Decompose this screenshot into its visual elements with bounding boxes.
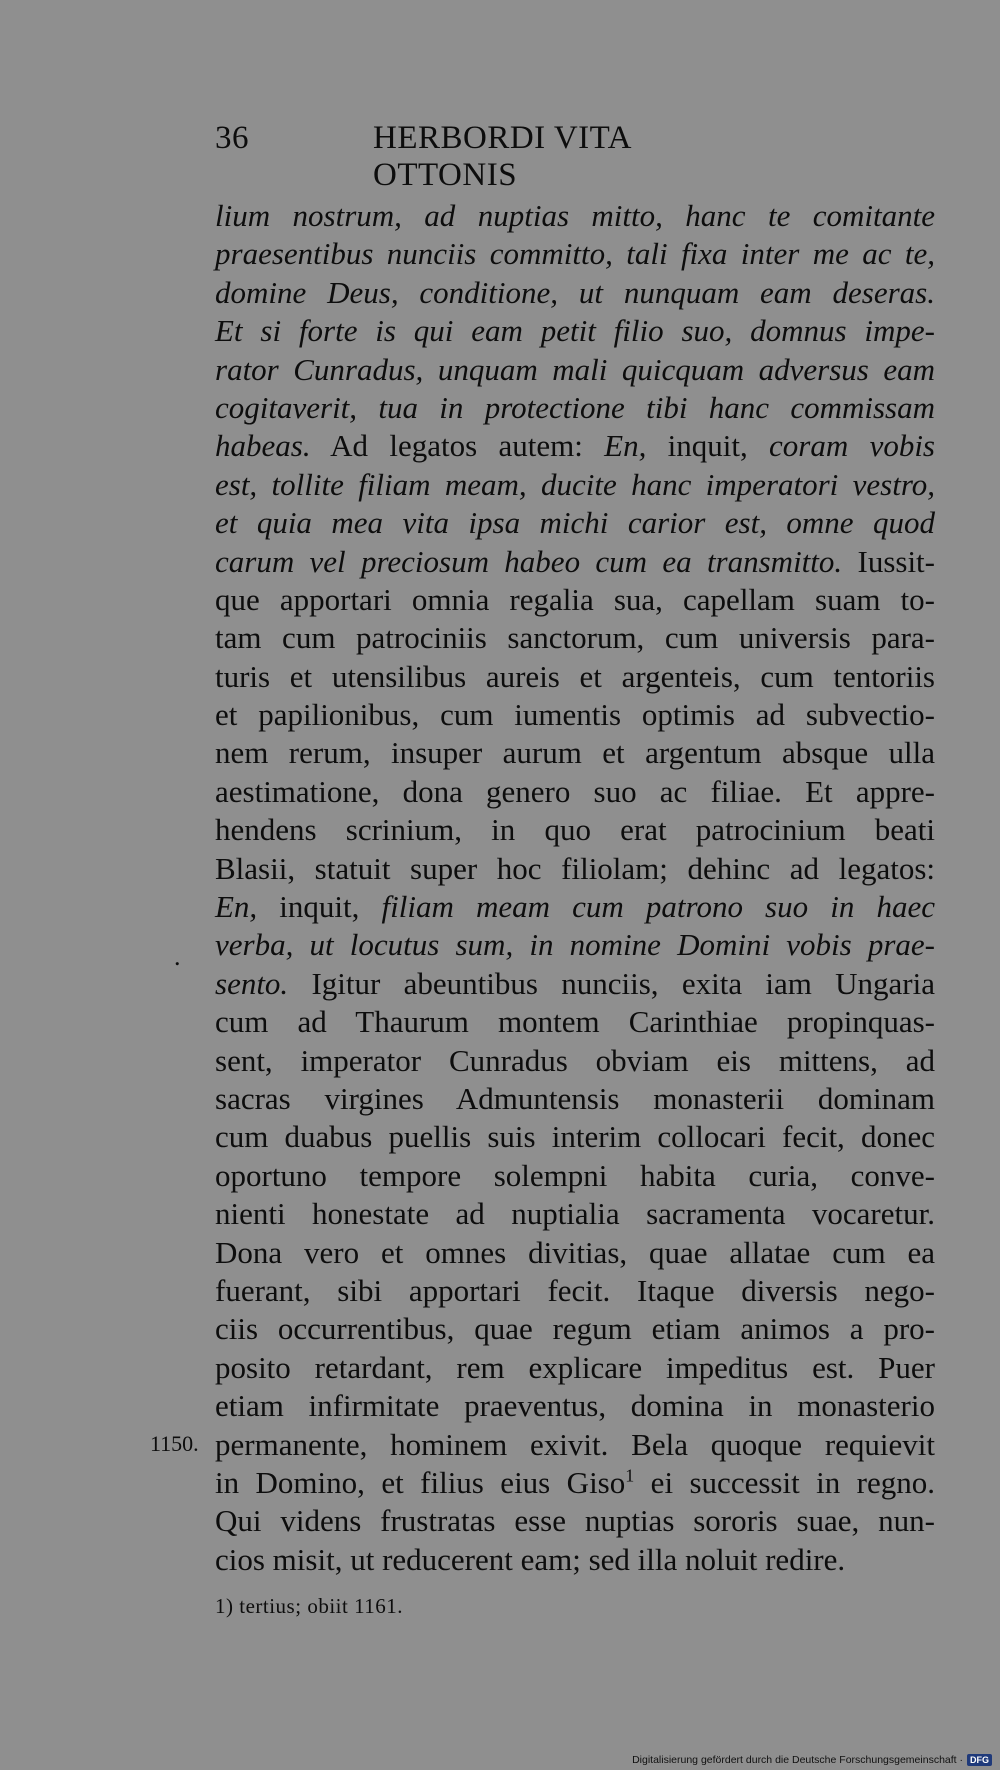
- running-title: HERBORDI VITA OTTONIS: [373, 120, 631, 193]
- footnote-ref: 1: [625, 1465, 635, 1486]
- text-line: [215, 197, 935, 235]
- text-segment: ciis occurrentibus, quae regum etiam animos a pro-: [215, 1311, 935, 1347]
- text-segment: posito retardant, rem explicare impeditus est. Puer: [215, 1349, 935, 1385]
- text-segment: coram vobis: [769, 428, 935, 464]
- body-text: [215, 197, 935, 1579]
- text-segment: Et si forte is qui eam petit filio suo, domnus impe-: [215, 313, 935, 349]
- text-line: [215, 811, 935, 849]
- text-segment: Qui videns frustratas esse nuptias sororis suae, nun-: [215, 1503, 935, 1539]
- text-segment: En,: [604, 428, 647, 464]
- text-line: [215, 312, 935, 350]
- text-line: [215, 427, 935, 465]
- text-line: [215, 1426, 935, 1464]
- text-line: [215, 1464, 935, 1502]
- text-segment: inquit,: [646, 428, 770, 464]
- text-line: [215, 351, 935, 389]
- text-segment: inquit,: [257, 889, 382, 925]
- text-line: [215, 504, 935, 542]
- text-line: [215, 1272, 935, 1310]
- text-segment: rator Cunradus, unquam mali quicquam adversus eam: [215, 351, 935, 387]
- dfg-logo: DFG: [967, 1754, 992, 1766]
- text-line: [215, 1310, 935, 1348]
- text-line: [215, 1541, 935, 1579]
- text-segment: habeas.: [215, 428, 311, 464]
- text-line: [215, 888, 935, 926]
- text-line: [215, 1003, 935, 1041]
- text-segment: Dona vero et omnes divitias, quae allatae cum ea: [215, 1234, 935, 1270]
- text-segment: carum vel preciosum habeo cum ea transmitto.: [215, 543, 843, 579]
- text-line: [215, 1195, 935, 1233]
- text-segment: domine Deus, conditione, ut nunquam eam deseras.: [215, 274, 935, 310]
- text-segment: est, tollite filiam meam, ducite hanc imperatori vestro,: [215, 466, 935, 502]
- text-line: [215, 235, 935, 273]
- text-line: [215, 773, 935, 811]
- text-segment: in Domino, et filius eius Giso: [215, 1464, 626, 1500]
- text-line: [215, 1080, 935, 1118]
- text-segment: nem rerum, insuper aurum et argentum absque ulla: [215, 735, 935, 771]
- text-segment: fuerant, sibi apportari fecit. Itaque diversis nego-: [215, 1272, 935, 1308]
- text-line: [215, 1042, 935, 1080]
- text-segment: hendens scrinium, in quo erat patrocinium beati: [215, 812, 935, 848]
- text-segment: Igitur abeuntibus nunciis, exita iam Ungaria: [288, 965, 935, 1001]
- text-line: [215, 581, 935, 619]
- text-segment: Ad legatos autem:: [310, 428, 605, 464]
- text-segment: turis et utensilibus aureis et argenteis, cum tentoriis: [215, 658, 935, 694]
- text-segment: et quia mea vita ipsa michi carior est, omne quod: [215, 505, 935, 541]
- text-segment: Blasii, statuit super hoc filiolam; dehinc ad legatos:: [215, 850, 935, 886]
- page-header: [215, 110, 780, 193]
- text-line: [215, 1349, 935, 1387]
- text-line: [215, 619, 935, 657]
- text-segment: cios misit, ut reducerent eam; sed illa noluit redire.: [215, 1541, 846, 1577]
- page-number: 36: [215, 120, 249, 156]
- text-line: [215, 1157, 935, 1195]
- text-line: [215, 1387, 935, 1425]
- text-segment: Iussit-: [842, 543, 935, 579]
- text-line: [215, 965, 935, 1003]
- text-segment: que apportari omnia regalia sua, capellam suam to-: [215, 581, 935, 617]
- text-segment: aestimatione, dona genero suo ac filiae. Et appre-: [215, 773, 935, 809]
- text-line: [215, 1234, 935, 1272]
- text-segment: nienti honestate ad nuptialia sacramenta vocaretur.: [215, 1196, 935, 1232]
- text-segment: oportuno tempore solempni habita curia, conve-: [215, 1157, 935, 1193]
- margin-dot: .: [174, 942, 181, 971]
- text-line: [215, 274, 935, 312]
- text-segment: ei successit in regno.: [634, 1464, 935, 1500]
- text-segment: verba, ut locutus sum, in nomine Domini vobis prae-: [215, 927, 935, 963]
- text-segment: etiam infirmitate praeventus, domina in monasterio: [215, 1388, 935, 1424]
- text-line: [215, 696, 935, 734]
- text-segment: cogitaverit, tua in protectione tibi hanc commissam: [215, 389, 935, 425]
- digitization-credit: [632, 1754, 992, 1766]
- text-segment: cum duabus puellis suis interim collocari fecit, donec: [215, 1119, 935, 1155]
- text-segment: tam cum patrociniis sanctorum, cum universis para-: [215, 620, 935, 656]
- text-segment: sacras virgines Admuntensis monasterii dominam: [215, 1080, 935, 1116]
- text-line: [215, 1118, 935, 1156]
- text-segment: praesentibus nunciis committo, tali fixa inter me ac te,: [215, 236, 935, 272]
- text-line: [215, 926, 935, 964]
- text-line: [215, 389, 935, 427]
- text-line: [215, 658, 935, 696]
- text-segment: cum ad Thaurum montem Carinthiae propinquas-: [215, 1004, 935, 1040]
- text-line: [215, 734, 935, 772]
- text-segment: lium nostrum, ad nuptias mitto, hanc te comitante: [215, 198, 935, 233]
- text-segment: sento.: [215, 965, 289, 1001]
- text-line: [215, 543, 935, 581]
- footnote: 1) tertius; obiit 1161.: [215, 1594, 404, 1618]
- text-segment: En,: [215, 889, 258, 925]
- text-segment: et papilionibus, cum iumentis optimis ad subvectio-: [215, 697, 935, 733]
- credit-text: Digitalisierung gefördert durch die Deutsche Forschungsgemeinschaft ·: [632, 1754, 963, 1766]
- text-segment: permanente, hominem exivit. Bela quoque requievit: [215, 1426, 935, 1462]
- text-line: [215, 466, 935, 504]
- text-segment: sent, imperator Cunradus obviam eis mittens, ad: [215, 1042, 935, 1078]
- text-line: [215, 850, 935, 888]
- margin-year-note: 1150.: [150, 1431, 199, 1456]
- text-segment: filiam meam cum patrono suo in haec: [381, 889, 935, 925]
- text-line: [215, 1502, 935, 1540]
